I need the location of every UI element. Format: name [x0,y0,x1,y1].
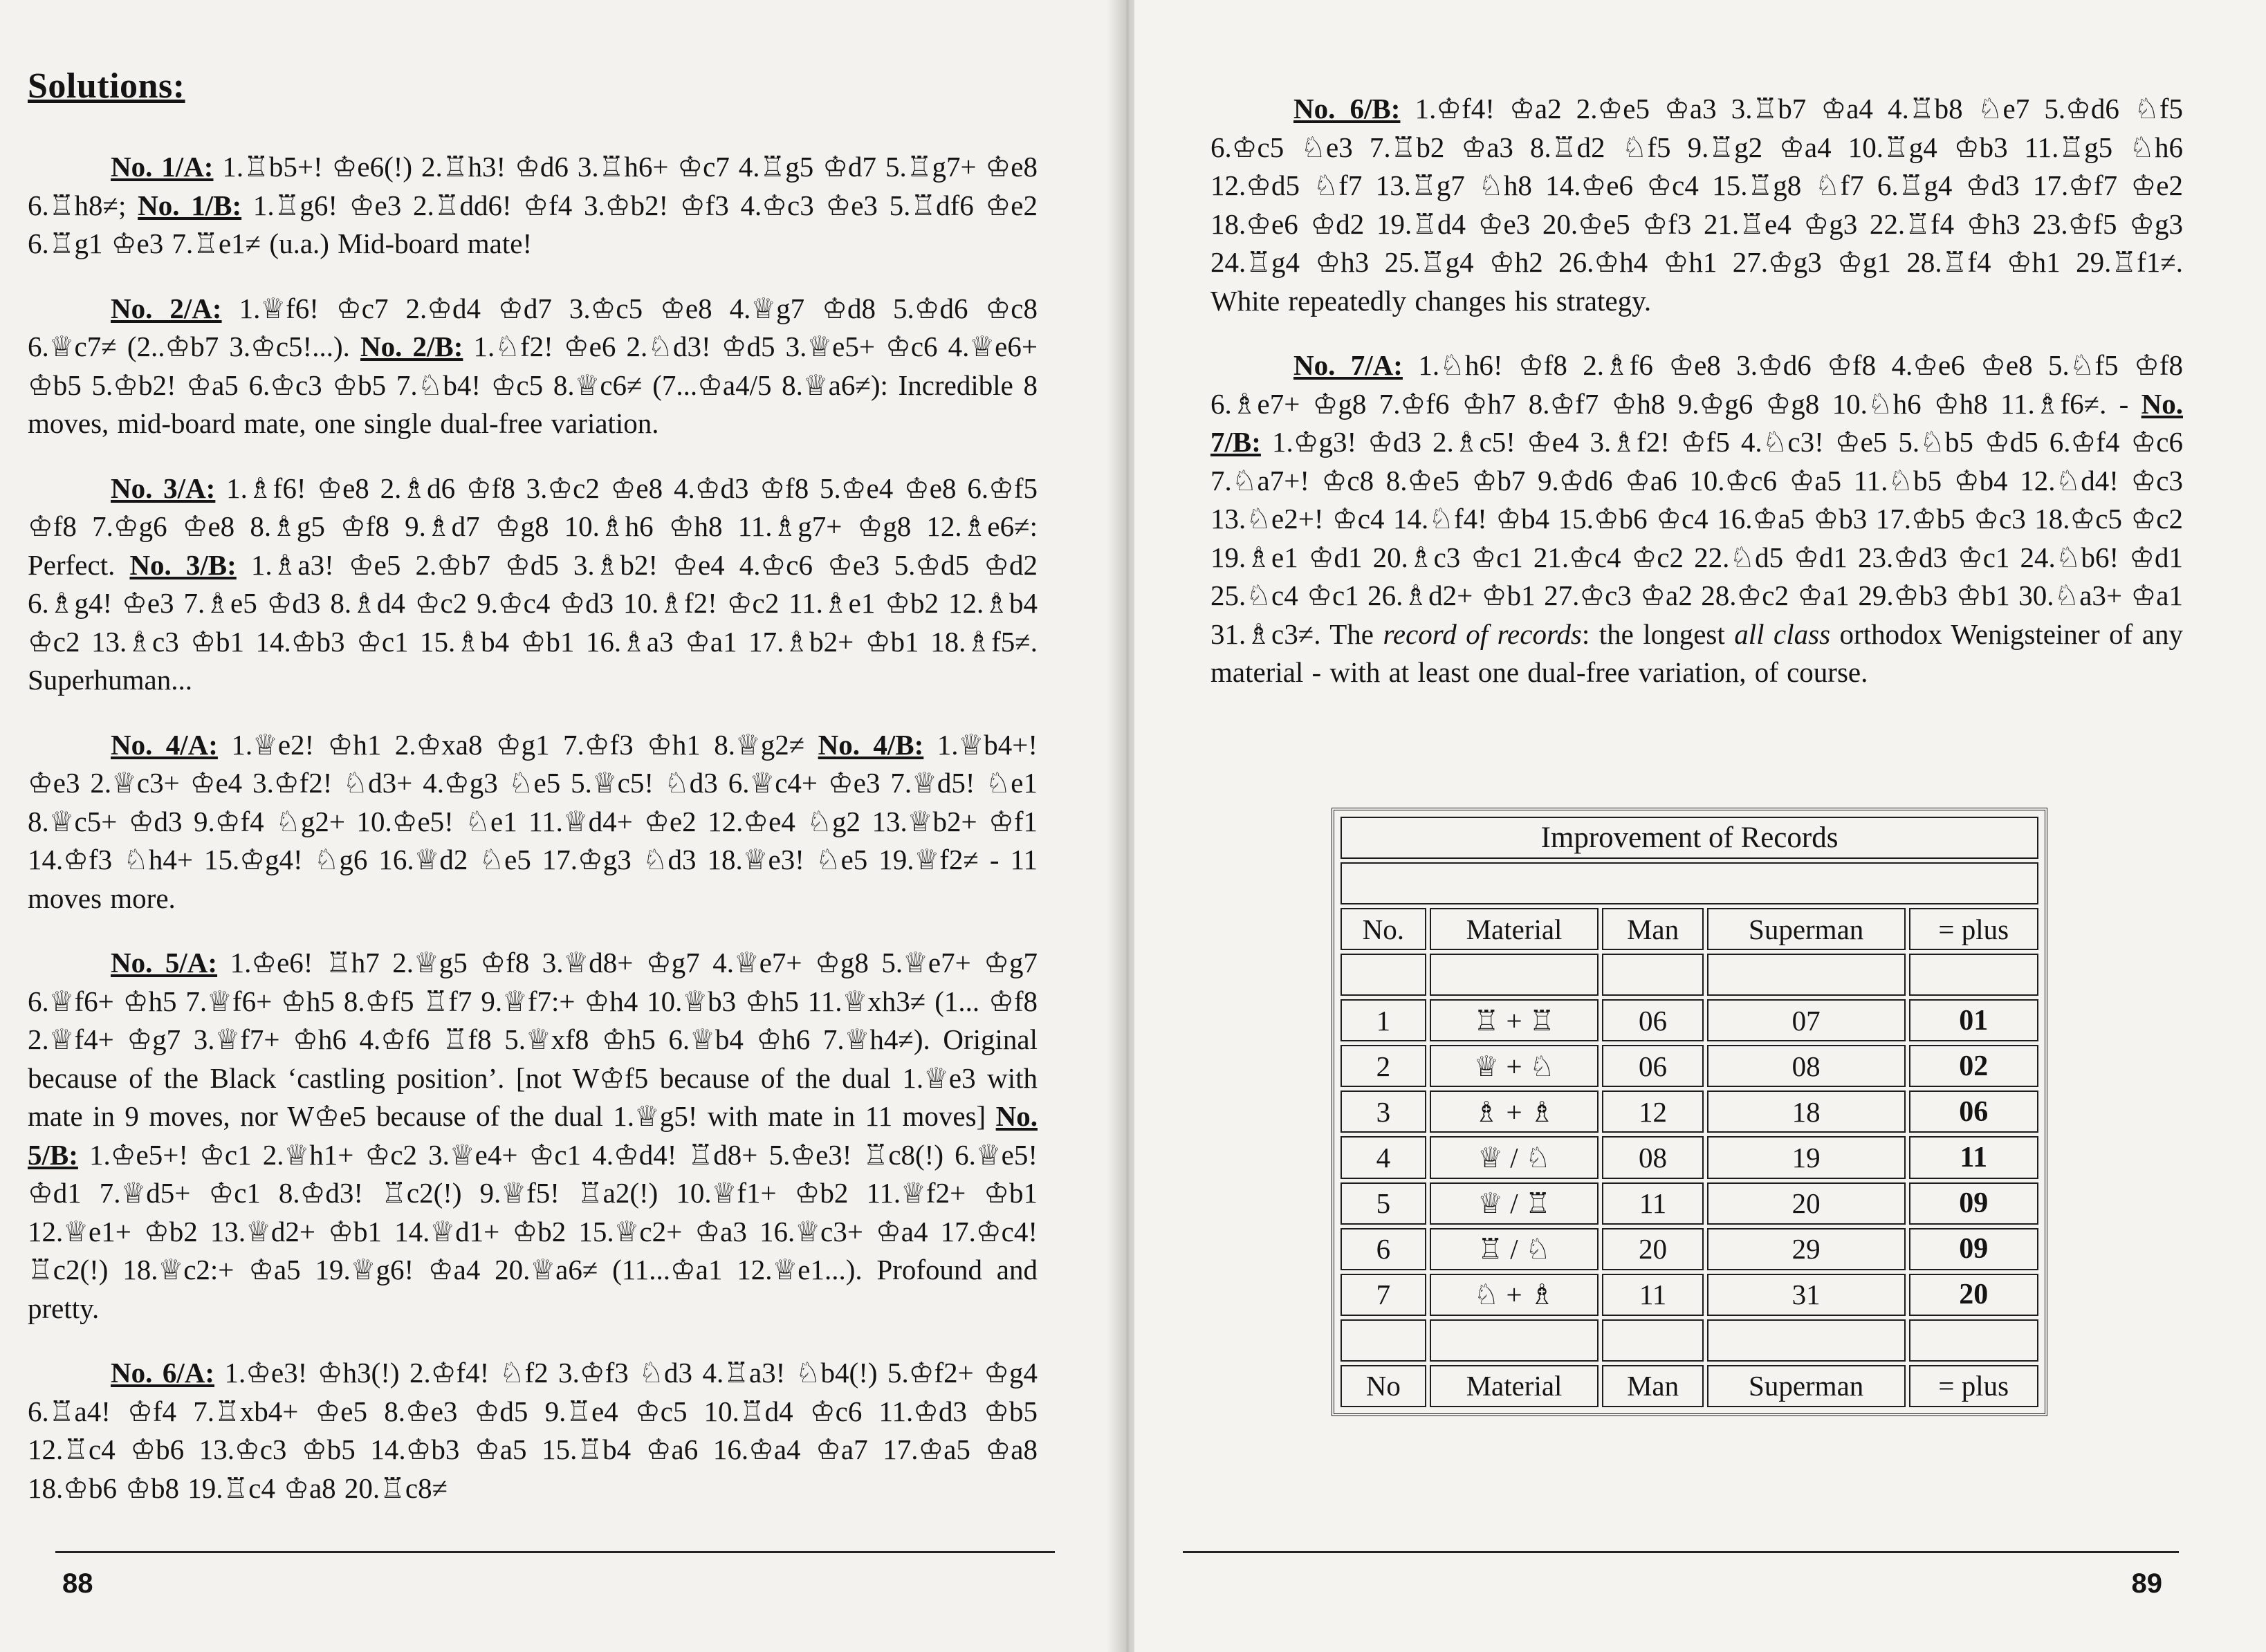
table-title-row [1341,817,2038,859]
cell-superman: 07 [1707,999,1906,1041]
solution-text: 1.♔e5+! ♔c1 2.♕h1+ ♔c2 3.♕e4+ ♔c1 4.♔d4! ♖d8+ 5.♔e3! ♖c8(!) 6.♕e5! ♔d1 7.♕d5+ ♔c1 8.♔d3! ♖c2(!) 9.♕f5! ♖a2(!) 10.♕f1+ ♔b2 11.♕f2+ ♔b1 12.♕e1+ ♔b2 13.♕d2+ ♔b1 14.♕d1+ ♔b2 15.♕c2+ ♔a3 16.♕c3+ ♔a4 17.♔c4! ♖c2(!) 18.♕c2:+ ♔a5 19.♕g6! ♔a4 20.♕a6≠ (11...♔a1 12.♕e1...). Profound and pretty. [28,1138,1038,1324]
cell-plus: 09 [1909,1182,2038,1225]
solution-label: No. 6/B: [1293,93,1401,124]
cell-plus: 11 [1909,1136,2038,1178]
cell-material: ♕ + ♘ [1430,1045,1599,1087]
table-title: Improvement of Records [1341,817,2038,859]
solution-label: No. 4/B: [818,728,924,761]
header-material: Material [1430,908,1599,950]
footer-rule [1183,1551,2179,1553]
solution-label: No. 4/A: [111,728,218,761]
solution-label: No. 3/B: [129,548,237,581]
solution-paragraph-3 [28,470,1038,700]
table-blank-cell [1341,862,2038,904]
table-blank-cell [1707,1319,1906,1362]
table-blank-cell [1909,1319,2038,1362]
table-blank-cell [1430,1319,1599,1362]
cell-man: 06 [1602,1045,1703,1087]
solution-paragraph-7 [1210,346,2183,692]
table-blank-cell [1430,954,1599,996]
solution-paragraph-5 [28,944,1038,1328]
page-number: 89 [2131,1568,2162,1599]
solution-label: No. 7/A: [1293,349,1403,381]
solution-label: No. 5/B: [28,1100,1038,1171]
cell-man: 08 [1602,1136,1703,1178]
table-blank-cell [1602,1319,1703,1362]
solution-text: 1.♖g6! ♔e3 2.♖dd6! ♔f4 3.♔b2! ♔f3 4.♔c3 ♔e3 5.♖df6 ♔e2 6.♖g1 ♔e3 7.♖e1≠ (u.a.) Mid-board mate! [28,189,1038,259]
solution-text: 1.♘h6! ♔f8 2.♗f6 ♔e8 3.♔d6 ♔f8 4.♔e6 ♔e8 5.♘f5 ♔f8 6.♗e7+ ♔g8 7.♔f6 ♔h7 8.♔f7 ♔h8 9.♔g6 ♔g8 10.♘h6 ♔h8 11.♗f6≠. - [1210,349,2183,420]
header-man: Man [1602,908,1703,950]
cell-superman: 29 [1707,1228,1906,1270]
cell-plus: 20 [1909,1274,2038,1316]
solution-text: 1.♘f2! ♔e6 2.♘d3! ♔d5 3.♕e5+ ♔c6 4.♕e6+ ♔b5 5.♔b2! ♔a5 6.♔c3 ♔b5 7.♘b4! ♔c5 8.♕c6≠ (7...♔a4/5 8.♕a6≠): Incredible 8 moves, mid-board mate, one single dual-free variation. [28,331,1038,439]
table-blank-cell [1602,954,1703,996]
cell-man: 20 [1602,1228,1703,1270]
cell-superman: 18 [1707,1090,1906,1133]
cell-no: 2 [1341,1045,1426,1087]
cell-superman: 31 [1707,1274,1906,1316]
records-table [1337,813,2042,1411]
cell-man: 12 [1602,1090,1703,1133]
table-blank-cell [1909,954,2038,996]
footer-no: No [1341,1365,1426,1407]
cell-no: 5 [1341,1182,1426,1225]
cell-no: 1 [1341,999,1426,1041]
table-row [1341,1090,2038,1133]
table-blank-cell [1707,954,1906,996]
solution-paragraph-6 [28,1354,1038,1507]
solution-label: No. 6/A: [111,1357,214,1389]
header-superman: Superman [1707,908,1906,950]
solution-text: 1.♕b4+! ♔e3 2.♕c3+ ♔e4 3.♔f2! ♘d3+ 4.♔g3 ♘e5 5.♕c5! ♘d3 6.♕c4+ ♔e3 7.♕d5! ♘e1 8.♕c5+ ♔d3 9.♔f4 ♘g2+ 10.♔e5! ♘e1 11.♕d4+ ♔e2 12.♔e4 ♘g2 13.♕b2+ ♔f1 14.♔f3 ♘h4+ 15.♔g4! ♘g6 16.♕d2 ♘e5 17.♔g3 ♘d3 18.♕e3! ♘e5 19.♕f2≠ - 11 moves more. [28,728,1038,914]
page-number: 88 [62,1568,93,1599]
table-blank-row [1341,954,2038,996]
cell-plus: 02 [1909,1045,2038,1087]
table-row [1341,1045,2038,1087]
cell-material: ♖ / ♘ [1430,1228,1599,1270]
solution-label: No. 3/A: [111,472,216,504]
header-no: No. [1341,908,1426,950]
solution-text: 1.♔e6! ♖h7 2.♕g5 ♔f8 3.♕d8+ ♔g7 4.♕e7+ ♔g8 5.♕e7+ ♔g7 6.♕f6+ ♔h5 7.♕f6+ ♔h5 8.♔f5 ♖f7 9.♕f7:+ ♔h4 10.♕b3 ♔h5 11.♕xh3≠ (1... ♔f8 2.♕f4+ ♔g7 3.♕f7+ ♔h6 4.♔f6 ♖f8 5.♕xf8 ♔h5 6.♕b4 ♔h6 7.♕h4≠). Original because of the Black ‘castling position’. [not W♔f5 because of the dual 1.♕e3 with mate in 9 moves, nor W♔e5 because of the dual 1.♕g5! with mate in 11 moves] [28,947,1038,1132]
solution-label: No. 5/A: [111,947,218,978]
table-blank-row [1341,1319,2038,1362]
solution-text: : the longest [1581,618,1735,650]
footer-material: Material [1430,1365,1599,1407]
table-row [1341,1274,2038,1316]
solution-text: 1.♔g3! ♔d3 2.♗c5! ♔e4 3.♗f2! ♔f5 4.♘c3! ♔e5 5.♘b5 ♔d5 6.♔f4 ♔c6 7.♘a7+! ♔c8 8.♔e5 ♔b7 9.♔d6 ♔a6 10.♔c6 ♔a5 11.♘b5 ♔b4 12.♘d4! ♔c3 13.♘e2+! ♔c4 14.♘f4! ♔b4 15.♔b6 ♔c4 16.♔a5 ♔b3 17.♔b5 ♔c3 18.♔c5 ♔c2 19.♗e1 ♔d1 20.♗c3 ♔c1 21.♔c4 ♔c2 22.♘d5 ♔d1 23.♔d3 ♔c1 24.♘b6! ♔d1 25.♘c4 ♔c1 26.♗d2+ ♔b1 27.♔c3 ♔a2 28.♔c2 ♔a1 29.♔b3 ♔b1 30.♘a3+ ♔a1 31.♗c3≠. The [1210,426,2183,650]
cell-material: ♘ + ♗ [1430,1274,1599,1316]
cell-material: ♕ / ♖ [1430,1182,1599,1225]
solution-label: No. 1/A: [111,151,214,183]
header-plus: = plus [1909,908,2038,950]
solution-label: No. 7/B: [1210,387,2183,458]
table-row [1341,1136,2038,1178]
cell-superman: 08 [1707,1045,1906,1087]
table-row [1341,1182,2038,1225]
solution-paragraph-6b [1210,90,2183,320]
cell-plus: 09 [1909,1228,2038,1270]
solution-text: 1.♖b5+! ♔e6(!) 2.♖h3! ♔d6 3.♖h6+ ♔c7 4.♖g5 ♔d7 5.♖g7+ ♔e8 6.♖h8≠; [28,151,1038,221]
cell-man: 11 [1602,1274,1703,1316]
solution-paragraph-2 [28,290,1038,443]
left-page [0,0,1121,1652]
table-blank-cell [1341,1319,1426,1362]
solution-text: 1.♕f6! ♔c7 2.♔d4 ♔d7 3.♔c5 ♔e8 4.♕g7 ♔d8 5.♔d6 ♔c8 6.♕c7≠ (2..♔b7 3.♔c5!...). [28,292,1038,362]
cell-plus: 06 [1909,1090,2038,1133]
cell-material: ♕ / ♘ [1430,1136,1599,1178]
cell-material: ♗ + ♗ [1430,1090,1599,1133]
right-page [1134,0,2266,1652]
footer-man: Man [1602,1365,1703,1407]
cell-no: 7 [1341,1274,1426,1316]
solutions-heading: Solutions: [28,66,185,106]
solution-paragraph-4 [28,726,1038,918]
cell-no: 4 [1341,1136,1426,1178]
table-blank-cell [1341,954,1426,996]
cell-superman: 19 [1707,1136,1906,1178]
solution-text: 1.♔e3! ♔h3(!) 2.♔f4! ♘f2 3.♔f3 ♘d3 4.♖a3! ♘b4(!) 5.♔f2+ ♔g4 6.♖a4! ♔f4 7.♖xb4+ ♔e5 8.♔e3 ♔d5 9.♖e4 ♔c5 10.♖d4 ♔c6 11.♔d3 ♔b5 12.♖c4 ♔b6 13.♔c3 ♔b5 14.♔b3 ♔a5 15.♖b4 ♔a6 16.♔a4 ♔a7 17.♔a5 ♔a8 18.♔b6 ♔b8 19.♖c4 ♔a8 20.♖c8≠ [28,1357,1038,1504]
solution-label: No. 2/A: [111,292,222,324]
solution-text: orthodox Wenigsteiner of any material - with at least one dual-free variation, of course. [1210,618,2183,688]
footer-rule [55,1551,1055,1553]
cell-plus: 01 [1909,999,2038,1041]
solution-paragraph-1 [28,148,1038,263]
italic-phrase: record of records [1383,618,1582,650]
solution-text: 1.♗f6! ♔e8 2.♗d6 ♔f8 3.♔c2 ♔e8 4.♔d3 ♔f8 5.♔e4 ♔e8 6.♔f5 ♔f8 7.♔g6 ♔e8 8.♗g5 ♔f8 9.♗d7 ♔g8 10.♗h6 ♔h8 11.♗g7+ ♔g8 12.♗e6≠: Perfect. [28,472,1038,581]
records-table-frame [1332,808,2047,1416]
cell-superman: 20 [1707,1182,1906,1225]
footer-superman: Superman [1707,1365,1906,1407]
cell-no: 6 [1341,1228,1426,1270]
cell-material: ♖ + ♖ [1430,999,1599,1041]
solution-text: 1.♕e2! ♔h1 2.♔xa8 ♔g1 7.♔f3 ♔h1 8.♕g2≠ [217,728,818,761]
solution-text: 1.♔f4! ♔a2 2.♔e5 ♔a3 3.♖b7 ♔a4 4.♖b8 ♘e7 5.♔d6 ♘f5 6.♔c5 ♘e3 7.♖b2 ♔a3 8.♖d2 ♘f5 9.♖g2 ♔a4 10.♖g4 ♔b3 11.♖g5 ♘h6 12.♔d5 ♘f7 13.♖g7 ♘h8 14.♔e6 ♔c4 15.♖g8 ♘f7 6.♖g4 ♔d3 17.♔f7 ♔e2 18.♔e6 ♔d2 19.♖d4 ♔e3 20.♔e5 ♔f3 21.♖e4 ♔g3 22.♖f4 ♔h3 23.♔f5 ♔g3 24.♖g4 ♔h3 25.♖g4 ♔h2 26.♔h4 ♔h1 27.♔g3 ♔g1 28.♖f4 ♔h1 29.♖f1≠. White repeatedly changes his strategy. [1210,93,2183,317]
table-blank-row [1341,862,2038,904]
cell-man: 06 [1602,999,1703,1041]
cell-man: 11 [1602,1182,1703,1225]
solution-text: 1.♗a3! ♔e5 2.♔b7 ♔d5 3.♗b2! ♔e4 4.♔c6 ♔e3 5.♔d5 ♔d2 6.♗g4! ♔e3 7.♗e5 ♔d3 8.♗d4 ♔c2 9.♔c4 ♔d3 10.♗f2! ♔c2 11.♗e1 ♔b2 12.♗b4 ♔c2 13.♗c3 ♔b1 14.♔b3 ♔c1 15.♗b4 ♔b1 16.♗a3 ♔a1 17.♗b2+ ♔b1 18.♗f5≠. Superhuman... [28,548,1038,696]
solution-label: No. 1/B: [138,189,242,221]
footer-plus: = plus [1909,1365,2038,1407]
solution-label: No. 2/B: [360,331,463,362]
table-header-row [1341,908,2038,950]
table-footer-row [1341,1365,2038,1407]
table-row [1341,999,2038,1041]
cell-no: 3 [1341,1090,1426,1133]
italic-phrase: all class [1734,618,1831,650]
table-row [1341,1228,2038,1270]
